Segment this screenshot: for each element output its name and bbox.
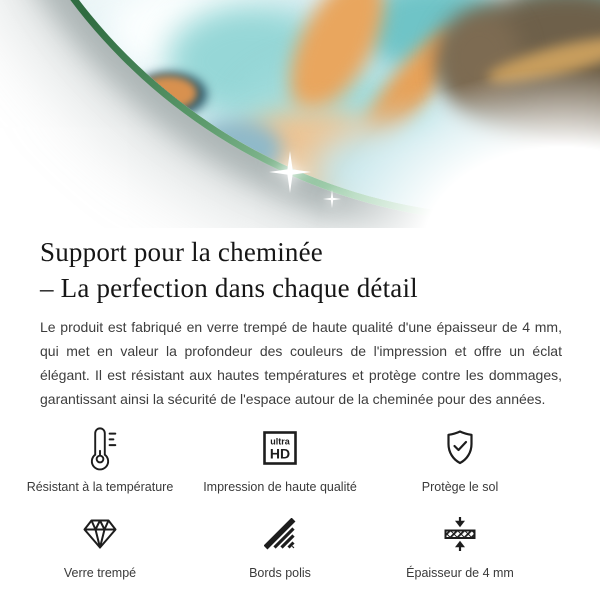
feature-label: Bords polis xyxy=(249,566,311,580)
ultra-hd-text-top: ultra xyxy=(270,436,290,447)
marble-blob xyxy=(313,119,543,216)
feature-thickness xyxy=(370,511,550,581)
ultra-hd-text-bottom: HD xyxy=(269,445,291,462)
feature-label: Protège le sol xyxy=(421,480,499,494)
shield-check-icon xyxy=(442,425,478,471)
page-title-line2: – La perfection dans chaque détail xyxy=(40,273,418,303)
ultra-hd-icon xyxy=(263,425,297,471)
product-description-text: Le produit est fabriqué en verre trempé de haute qualité d'une épaisseur de 4 mm, qui met en valeur la profondeur des couleurs de l'impression et offre un éclat élégant. Il est résistant aux hautes températures et protège contre les dommages, garantissant ainsi la sécurité de l'espace autour de la cheminée pour des années. xyxy=(40,319,562,407)
feature-label: Verre trempé xyxy=(63,566,137,580)
diamond-icon xyxy=(81,511,119,557)
thickness-icon xyxy=(443,511,477,557)
polished-edges-icon xyxy=(264,511,296,557)
feature-polished-edges xyxy=(190,511,370,581)
feature-print-quality xyxy=(190,425,370,495)
sparkle-icon-small xyxy=(322,189,342,209)
feature-label: Résistant à la température xyxy=(26,480,174,494)
marble-blob xyxy=(139,76,197,110)
feature-grid xyxy=(10,425,550,581)
page-title-line1: Support pour la cheminée xyxy=(40,237,323,267)
page-title xyxy=(40,234,562,306)
feature-label: Épaisseur de 4 mm xyxy=(406,566,514,580)
hero-product-photo xyxy=(0,0,600,228)
product-description-section xyxy=(0,234,600,581)
marble-blob xyxy=(437,10,522,105)
feature-floor-protection xyxy=(370,425,550,495)
feature-temperature-resistant xyxy=(10,425,190,495)
feature-tempered-glass xyxy=(10,511,190,581)
feature-label: Impression de haute qualité xyxy=(203,480,357,494)
sparkle-icon xyxy=(267,149,313,195)
thermometer-icon xyxy=(83,425,117,471)
